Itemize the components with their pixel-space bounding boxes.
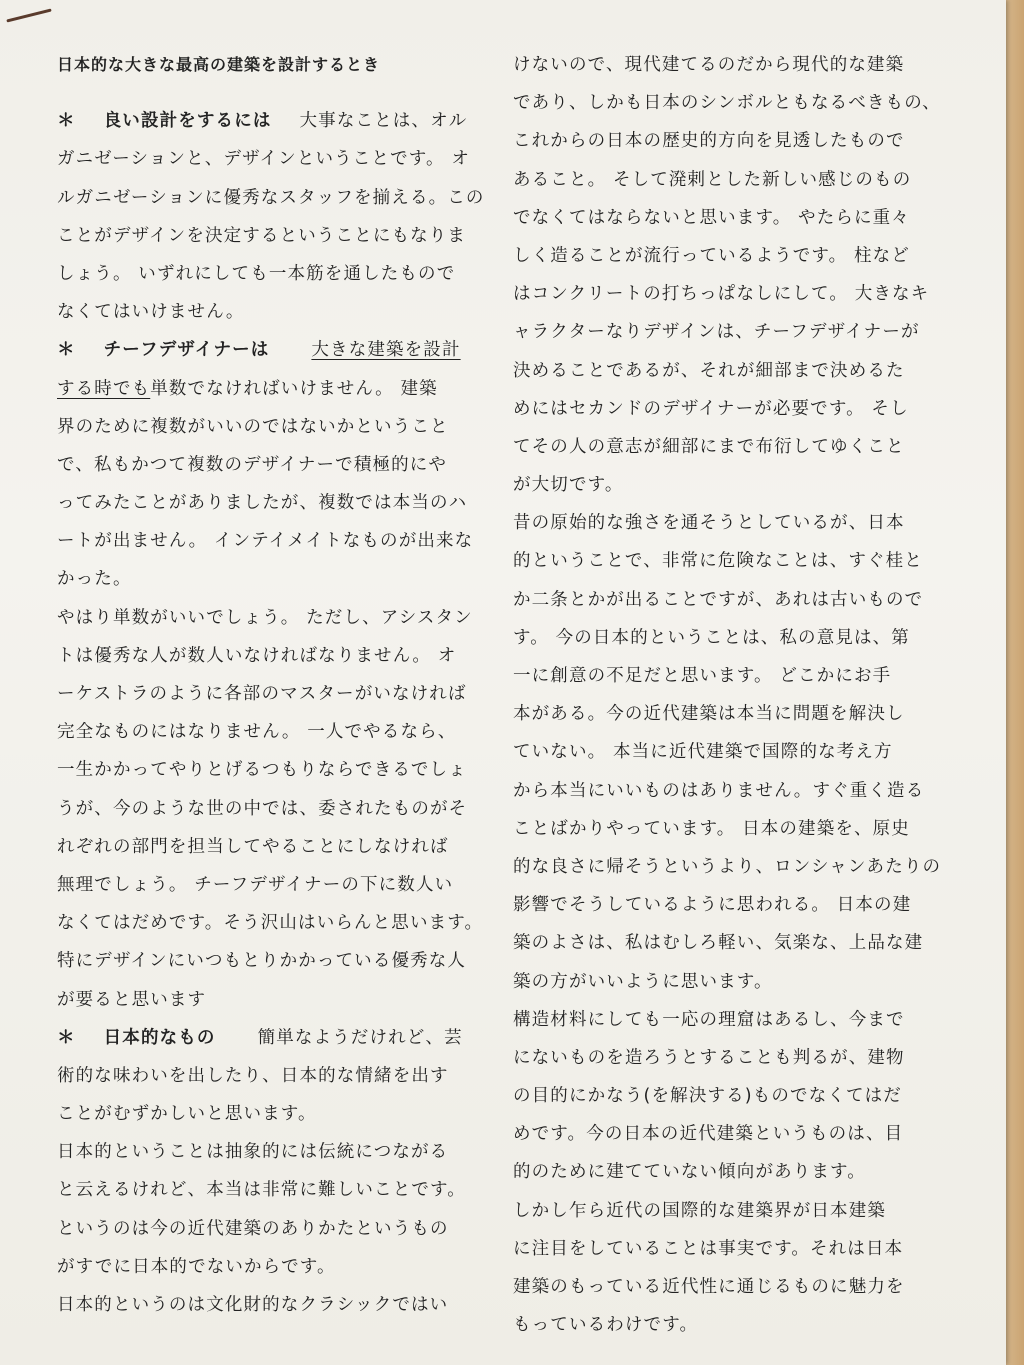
text-line: と云えるけれど、本当は非常に難しいことです。 [57, 1180, 466, 1201]
text-line: 構造材料にしても一応の理窟はあるし、今まで [513, 1009, 905, 1030]
text-line: であり、しかも日本のシンボルともなるべきもの、 [513, 93, 941, 114]
text-line: 的ということで、非常に危険なことは、すぐ桂と [513, 551, 923, 572]
text-line: 日本的というのは文化財的なクラシックではい [57, 1295, 449, 1315]
section-japanese-lead [57, 1019, 497, 1057]
text-line: 無理でしょう。 チーフデザイナーの下に数人い [57, 874, 454, 895]
section-heading-japanese: 日本的なもの [103, 1027, 216, 1048]
left-column [57, 46, 497, 1324]
text-line: の目的にかなう(を解決する)ものでなくてはだ [513, 1086, 902, 1107]
text-line: めにはセカンドのデザイナーが必要です。 そし [513, 398, 909, 419]
text-line: がすでに日本的でないからです。 [57, 1256, 336, 1277]
text-line: に注目をしていることは事実です。それは日本 [513, 1238, 904, 1259]
text-line: しかし乍ら近代の国際的な建築界が日本建築 [513, 1200, 886, 1221]
section-heading-good-design: 良い設計をするには [103, 111, 272, 132]
text-fragment: 単数でなければいけません。 建築 [150, 378, 438, 399]
text-line: 日本的ということは抽象的には伝統につながる [57, 1142, 449, 1163]
text-line: 的のために建てていない傾向があります。 [513, 1162, 866, 1183]
text-line: 一生かかってやりとげるつもりならできるでしょ [57, 760, 467, 781]
text-line: あること。 そして溌剌とした新しい感じのもの [513, 169, 912, 190]
text-line: 本がある。今の近代建築は本当に問題を解決し [513, 704, 905, 725]
text-line: 特にデザインにいつもとりかかっている優秀な人 [57, 951, 467, 972]
section-good-design-lead [57, 102, 497, 140]
text-line: なくてはいけません。 [57, 302, 245, 323]
text-line: れぞれの部門を担当してやることにしなければ [57, 836, 449, 857]
text-line: ことばかりやっています。 日本の建築を、原史 [513, 818, 910, 839]
text-line [57, 370, 497, 408]
section-lead-text: 大事なことは、オル [299, 111, 468, 132]
text-line: が要ると思います [57, 989, 207, 1010]
underlined-text: 大きな建築を設計 [311, 340, 461, 361]
text-line: 建築のもっている近代性に通じるものに魅力を [513, 1277, 905, 1297]
text-line: 的な良さに帰そうというより、ロンシャンあたりの [513, 856, 942, 877]
text-line: でなくてはならないと思います。 やたらに重々 [513, 207, 910, 228]
text-line: 界のために複数がいいのではないかということ [57, 416, 449, 437]
text-line: にないものを造ろうとすることも判るが、建物 [513, 1047, 905, 1068]
document-title: 日本的な大きな最高の建築を設計するとき [57, 55, 381, 74]
bullet-asterisk: ＊ [57, 340, 76, 361]
text-line: で、私もかつて複数のデザイナーで積極的にや [57, 454, 448, 475]
section-heading-chief-designer: チーフデザイナーは [103, 340, 270, 361]
text-line: 一に創意の不足だと思います。 どこかにお手 [513, 666, 892, 686]
text-line: 昔の原始的な強さを通そうとしているが、日本 [513, 513, 905, 534]
bullet-asterisk: ＊ [57, 111, 76, 132]
text-line: 影響でそうしているように思われる。 日本の建 [513, 895, 912, 916]
text-line: す。 今の日本的ということは、私の意見は、第 [513, 627, 910, 648]
text-line: トは優秀な人が数人いなければなりません。 オ [57, 645, 457, 666]
text-line: ーケストラのように各部のマスターがいなければ [57, 684, 467, 704]
text-line: やはり単数がいいでしょう。 ただし、アシスタン [57, 607, 473, 628]
text-line: 築のよさは、私はむしろ軽い、気楽な、上品な建 [513, 933, 924, 954]
text-line: てその人の意志が細部にまで布衍してゆくこと [513, 436, 905, 457]
text-line: もっているわけです。 [513, 1315, 699, 1336]
text-line: ャラクターなりデザインは、チーフデザイナーが [513, 322, 920, 343]
bullet-asterisk: ＊ [57, 1027, 76, 1048]
section-chief-designer-lead [57, 331, 497, 369]
text-line: うが、今のような世の中では、委されたものがそ [57, 798, 468, 819]
text-line: 完全なものにはなりません。 一人でやるなら、 [57, 722, 457, 743]
text-line: しょう。 いずれにしても一本筋を通したもので [57, 263, 456, 284]
text-line: が大切です。 [513, 475, 624, 496]
text-line: ていない。 本当に近代建築で国際的な考え方 [513, 742, 893, 763]
text-line: はコンクリートの打ちっぱなしにして。 大きなキ [513, 284, 930, 305]
text-line: けないので、現代建てるのだから現代的な建築 [513, 55, 905, 75]
pen-mark [6, 8, 51, 22]
text-line: ルガニゼーションに優秀なスタッフを揃える。この [57, 187, 485, 208]
text-line: 築の方がいいように思います。 [513, 971, 773, 992]
text-line: しく造ることが流行っているようです。 柱など [513, 245, 910, 266]
text-line: 術的な味わいを出したり、日本的な情緒を出す [57, 1065, 449, 1086]
text-line: ートが出ません。 インテイメイトなものが出来な [57, 531, 474, 552]
text-line: ガニゼーションと、デザインということです。 オ [57, 149, 470, 170]
text-line: ことがデザインを決定するということにもなりま [57, 225, 467, 246]
text-line: ことがむずかしいと思います。 [57, 1104, 317, 1125]
text-line: これからの日本の歴史的方向を見透したもので [513, 131, 905, 152]
text-line: か二条とかが出ることですが、あれは古いもので [513, 589, 924, 610]
text-line: なくてはだめです。そう沢山はいらんと思います。 [57, 913, 484, 934]
text-line: から本当にいいものはありません。すぐ重く造る [513, 780, 925, 801]
text-line: ってみたことがありましたが、複数では本当のハ [57, 493, 468, 514]
underlined-text: する時でも [57, 378, 151, 399]
text-line: 決めることであるが、それが細部まで決めるた [513, 360, 905, 381]
text-line: というのは今の近代建築のありかたというもの [57, 1218, 449, 1239]
section-lead-text: 簡単なようだけれど、芸 [257, 1027, 463, 1048]
right-column [513, 46, 943, 1344]
text-line: かった。 [57, 569, 132, 590]
text-line: めです。今の日本の近代建築というものは、目 [513, 1124, 904, 1145]
